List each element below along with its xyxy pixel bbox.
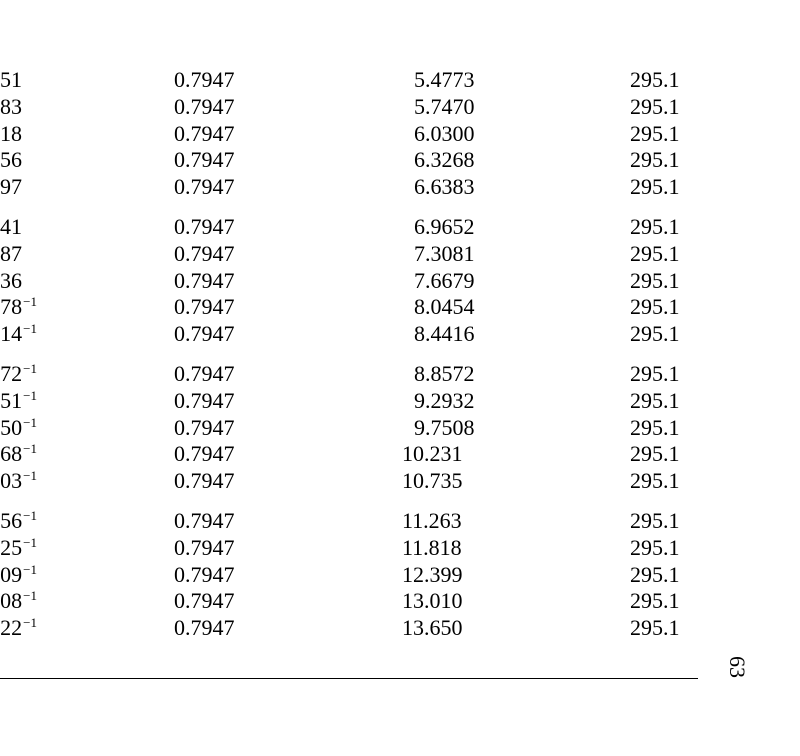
cell-col1-exponent: −1 [23, 415, 37, 430]
cell-col1 [0, 294, 37, 323]
cell-col3: 10.735 [402, 468, 463, 493]
cell-col1-value: 87 [0, 241, 22, 266]
cell-col3: 6.0300 [414, 121, 475, 146]
cell-col3: 6.3268 [414, 147, 475, 172]
cell-col3: 8.4416 [414, 321, 475, 346]
cell-col1-value: 22 [0, 615, 23, 640]
cell-col1-value: 03 [0, 468, 23, 493]
cell-col1-exponent: −1 [23, 441, 37, 456]
cell-col1-value: 08 [0, 588, 23, 613]
cell-col1-value: 18 [0, 121, 22, 146]
cell-col4: 295.1 [630, 415, 680, 440]
cell-col3: 10.231 [402, 441, 463, 466]
cell-col3: 11.263 [402, 508, 462, 533]
cell-col1-value: 97 [0, 174, 22, 199]
cell-col1-exponent: −1 [23, 468, 37, 483]
cell-col2: 0.7947 [174, 361, 235, 386]
cell-col1 [0, 241, 22, 267]
cell-col1 [0, 361, 37, 390]
cell-col2: 0.7947 [174, 214, 235, 239]
cell-col4: 295.1 [630, 562, 680, 587]
cell-col3: 6.6383 [414, 174, 475, 199]
cell-col2: 0.7947 [174, 268, 235, 293]
cell-col1 [0, 468, 37, 497]
cell-col1 [0, 67, 22, 93]
cell-col3: 5.7470 [414, 94, 475, 119]
cell-col2: 0.7947 [174, 174, 235, 199]
cell-col1-value: 50 [0, 415, 23, 440]
cell-col1-value: 51 [0, 388, 23, 413]
cell-col2: 0.7947 [174, 441, 235, 466]
cell-col2: 0.7947 [174, 588, 235, 613]
cell-col1-value: 68 [0, 441, 23, 466]
cell-col1 [0, 321, 37, 350]
cell-col2: 0.7947 [174, 388, 235, 413]
cell-col1 [0, 415, 37, 444]
cell-col1-value: 41 [0, 214, 22, 239]
cell-col1-exponent: −1 [23, 361, 37, 376]
cell-col1-value: 56 [0, 508, 23, 533]
cell-col1 [0, 388, 37, 417]
cell-col4: 295.1 [630, 241, 680, 266]
cell-col3: 13.010 [402, 588, 463, 613]
cell-col1 [0, 94, 22, 120]
cell-col1 [0, 535, 37, 564]
cell-col2: 0.7947 [174, 562, 235, 587]
cell-col1 [0, 268, 22, 294]
cell-col2: 0.7947 [174, 67, 235, 92]
cell-col4: 295.1 [630, 388, 680, 413]
cell-col4: 295.1 [630, 535, 680, 560]
cell-col3: 12.399 [402, 562, 463, 587]
cell-col1 [0, 508, 37, 537]
cell-col1 [0, 615, 37, 644]
cell-col1-exponent: −1 [23, 388, 37, 403]
cell-col3: 9.2932 [414, 388, 475, 413]
cell-col1-value: 72 [0, 361, 23, 386]
cell-col1 [0, 588, 37, 617]
cell-col2: 0.7947 [174, 468, 235, 493]
cell-col3: 7.6679 [414, 268, 475, 293]
cell-col1-exponent: −1 [23, 615, 37, 630]
cell-col4: 295.1 [630, 174, 680, 199]
cell-col1 [0, 441, 37, 470]
cell-col1 [0, 562, 37, 591]
cell-col4: 295.1 [630, 588, 680, 613]
cell-col2: 0.7947 [174, 508, 235, 533]
table-bottom-rule [0, 678, 698, 679]
cell-col4: 295.1 [630, 508, 680, 533]
cell-col1-value: 56 [0, 147, 22, 172]
cell-col1-exponent: −1 [23, 535, 37, 550]
cell-col3: 8.0454 [414, 294, 475, 319]
cell-col1-exponent: −1 [23, 508, 37, 523]
cell-col1 [0, 214, 22, 240]
cell-col1-value: 14 [0, 321, 23, 346]
cell-col3: 8.8572 [414, 361, 475, 386]
cell-col4: 295.1 [630, 121, 680, 146]
cell-col2: 0.7947 [174, 121, 235, 146]
cell-col4: 295.1 [630, 615, 680, 640]
cell-col4: 295.1 [630, 321, 680, 346]
cell-col1-value: 25 [0, 535, 23, 560]
cell-col1-exponent: −1 [23, 562, 37, 577]
cell-col2: 0.7947 [174, 241, 235, 266]
cell-col2: 0.7947 [174, 615, 235, 640]
cell-col4: 295.1 [630, 361, 680, 386]
page-number: 63 [725, 656, 750, 678]
cell-col4: 295.1 [630, 441, 680, 466]
cell-col1-exponent: −1 [23, 588, 37, 603]
cell-col1-value: 51 [0, 67, 22, 92]
cell-col1-value: 09 [0, 562, 23, 587]
cell-col4: 295.1 [630, 94, 680, 119]
cell-col1 [0, 147, 22, 173]
cell-col2: 0.7947 [174, 147, 235, 172]
cell-col1 [0, 121, 22, 147]
cell-col2: 0.7947 [174, 535, 235, 560]
cell-col4: 295.1 [630, 268, 680, 293]
cell-col3: 13.650 [402, 615, 463, 640]
cell-col3: 6.9652 [414, 214, 475, 239]
cell-col1-value: 36 [0, 268, 22, 293]
cell-col1-value: 83 [0, 94, 22, 119]
cell-col3: 7.3081 [414, 241, 475, 266]
cell-col4: 295.1 [630, 67, 680, 92]
cell-col1-exponent: −1 [23, 321, 37, 336]
cell-col4: 295.1 [630, 147, 680, 172]
cell-col2: 0.7947 [174, 415, 235, 440]
cell-col3: 5.4773 [414, 67, 475, 92]
cell-col2: 0.7947 [174, 94, 235, 119]
cell-col3: 9.7508 [414, 415, 475, 440]
cell-col4: 295.1 [630, 294, 680, 319]
cell-col4: 295.1 [630, 468, 680, 493]
cell-col2: 0.7947 [174, 321, 235, 346]
cell-col2: 0.7947 [174, 294, 235, 319]
cell-col1-exponent: −1 [23, 294, 37, 309]
cell-col1-value: 78 [0, 294, 23, 319]
cell-col3: 11.818 [402, 535, 462, 560]
cell-col4: 295.1 [630, 214, 680, 239]
cell-col1 [0, 174, 22, 200]
